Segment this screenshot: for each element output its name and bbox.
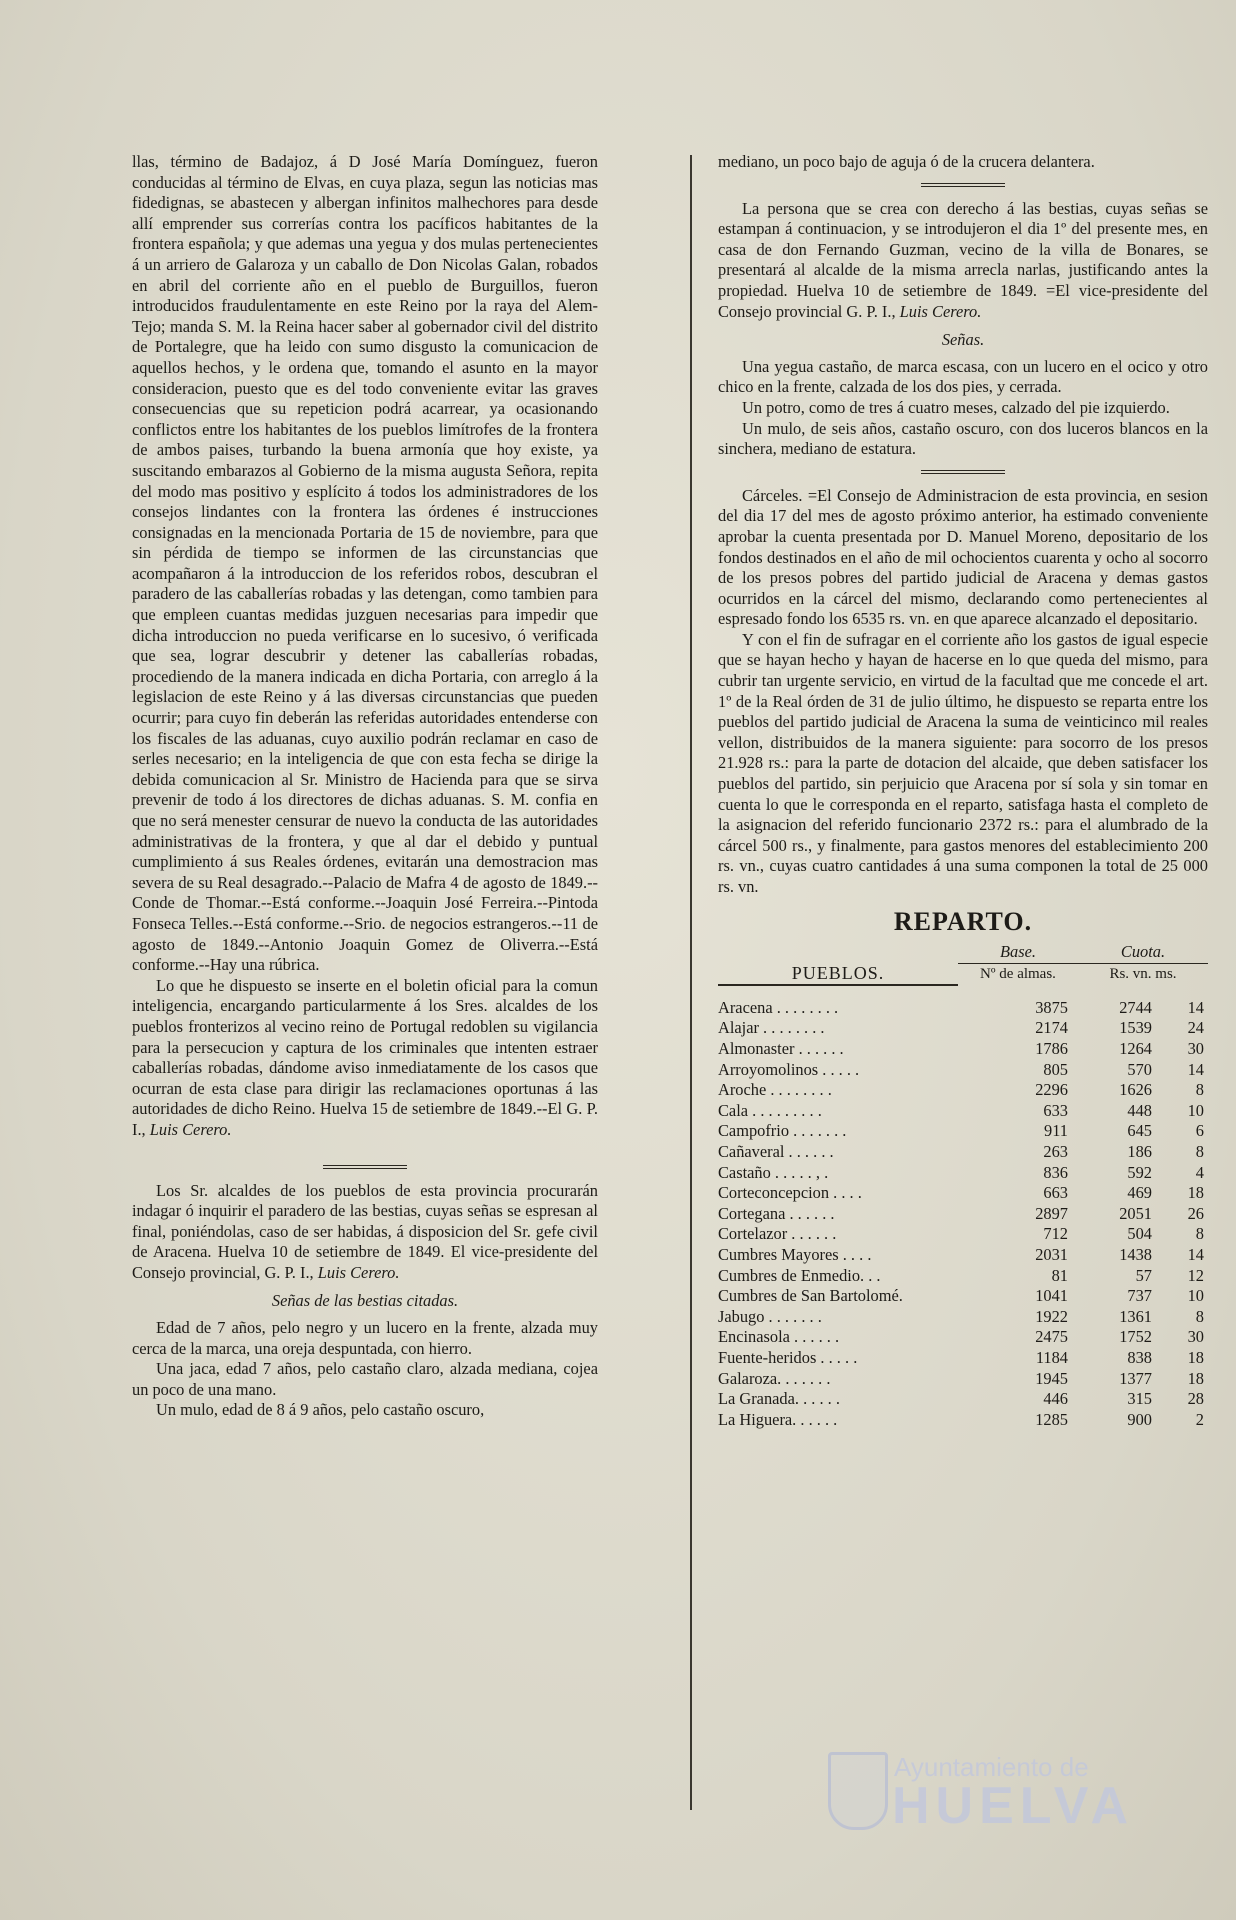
cell-town: Aroche . . . . . . . . bbox=[718, 1080, 832, 1100]
section-rule bbox=[921, 470, 1005, 474]
cell-ms: 10 bbox=[1187, 1286, 1204, 1306]
cell-ms: 2 bbox=[1195, 1409, 1204, 1429]
cell-town: Aracena . . . . . . . . bbox=[718, 997, 839, 1017]
cell-ms: 18 bbox=[1187, 1368, 1204, 1388]
cell-town: La Granada. . . . . . bbox=[718, 1389, 840, 1409]
governor-notice-text: Lo que he dispuesto se inserte en el boletin oficial para la comun inteligencia, encargando particularmente á los Sres. alcaldes de los pueblos fronterizos al vecino reino de Portugal redoblen su vigilancia para la persecucion y captura de los criminales que intenten estraer caballerías robadas, dándome aviso inmediatamente de los casos que ocurran de esta clase para dirigir las reclamaciones oportunas á las autoridades de dicho Reino. Huelva 15 de setiembre de 1849.--El G. P. I., bbox=[132, 975, 598, 1139]
cell-ms: 30 bbox=[1187, 1327, 1204, 1347]
cell-rs: 1752 bbox=[1119, 1327, 1152, 1347]
cell-ms: 14 bbox=[1187, 997, 1204, 1017]
royal-order-text: llas, término de Badajoz, á D José María Domínguez, fueron conducidas al término de Elvas, en cuya plaza, segun las noticias mas fidedignas, se abastecen y albergan infinitos malhechores para desde allí emprender sus correrías contra los pacíficos habitantes de la frontera española; y que ademas una yegua y dos mulas pertenecientes á un arriero de Galaroza y un caballo de Don Nicolas Galan, robados en abril del corriente año en el pueblo de Burguillos, fueron introducidos fraudulentamente en este Reino por la raya del Alem-Tejo; manda S. M. la Reina hacer saber al gobernador civil del distrito de Portalegre, que ha leido con sumo disgusto la comunicacion de aquellos hechos, y le ordena que, tomando el asunto en la mayor consideracion, puesto que es del todo conveniente evitar las graves consecuencias que su repeticion podrá acarrear, ya ocasionando conflictos entre los habitantes de los pueblos limítrofes de la frontera de ambos paises, turbando la buena armonía que hoy existe, ya suscitando embarazos al Gobierno de la misma augusta Señora, repita del modo mas positivo y esplícito á todos los administradores de los consejos lindantes con la frontera las órdenes é instrucciones consignadas en la mencionada Portaria de 15 de noviembre, para que sin pérdida de tiempo se informen de las circunstancias que acompañaron á la introduccion de los referidos robos, descubran el paradero de las caballerías robadas y las detengan, como tambien para que empleen cuantas medidas juzguen necesarias para impedir que dicha introduccion no pueda verificarse en lo sucesivo, ó verificada que sea, lograr descubrir y detener las caballerías robadas, procediendo de la manera indicada en dicha Portaria, con arreglo á la legislacion de este Reino y á las diversas circunstancias que pueden ocurrir; para cuyo fin deberán las referidas autoridades entenderse con los fiscales de las aduanas, cuyo auxilio podrán reclamar en caso de serles necesario; en la inteligencia de que con esta fecha se dirige la debida comunicacion al Sr. Ministro de Hacienda para que se sirva prevenir de todo á los directores de dichas aduanas. S. M. confia en que no será menester censurar de nuevo la conducta de las autoridades administrativas de la frontera, y que al dar el debido y puntual cumplimiento á sus Reales órdenes, evitarán una demostracion mas severa de su Real desagrado.--Palacio de Mafra 4 de agosto de 1849.--Conde de Thomar.--Está conforme.--Joaquin José Ferreira.--Pintoda Fonseca Telles.--Está conforme.--Srio. de negocios estrangeros.--11 de agosto de 1849.--Antonio Joaquin Gomez de Oliverra.--Está conforme.--Hay una rúbrica. bbox=[132, 152, 598, 975]
cell-almas: 446 bbox=[1043, 1389, 1068, 1409]
cell-rs: 1539 bbox=[1119, 1018, 1152, 1038]
bonares-notice bbox=[718, 199, 1208, 323]
alcaldes-signature: Luis Cerero. bbox=[317, 1262, 400, 1282]
cell-rs: 737 bbox=[1127, 1286, 1152, 1306]
left-column bbox=[132, 152, 598, 1421]
bonares-signature: Luis Cerero. bbox=[899, 301, 982, 321]
table-row bbox=[718, 1224, 1208, 1245]
cell-almas: 2475 bbox=[1035, 1327, 1068, 1347]
table-row bbox=[718, 1183, 1208, 1204]
table-row bbox=[718, 1080, 1208, 1101]
cell-rs: 838 bbox=[1127, 1347, 1152, 1367]
section-rule bbox=[323, 1165, 407, 1169]
table-row bbox=[718, 1389, 1208, 1410]
carceles-notice: Cárceles. =El Consejo de Administracion de esta provincia, en sesion del dia 17 del mes de agosto próximo anterior, ha estimado conveniente aprobar la cuenta presentada por D. Manuel Moreno, depositario de los fondos destinados en el año de mil ochocientos cuarenta y ocho al socorro de los presos pobres del partido judicial de Aracena y demas gastos ocurridos en la cárcel del mismo, declarando como pertenecientes al espresado fondo los 6535 rs. vn. en que aparece alcanzado el depositario. bbox=[718, 485, 1208, 629]
cell-rs: 2051 bbox=[1119, 1203, 1152, 1223]
cell-ms: 14 bbox=[1187, 1245, 1204, 1264]
cell-ms: 18 bbox=[1187, 1183, 1204, 1203]
cell-rs: 448 bbox=[1127, 1100, 1152, 1120]
cell-town: Cumbres de Enmedio. . . bbox=[718, 1265, 881, 1285]
table-row bbox=[718, 1266, 1208, 1287]
column-divider bbox=[690, 155, 692, 1810]
alcaldes-notice-text: Los Sr. alcaldes de los pueblos de esta provincia procurarán indagar ó inquirir el paradero de las bestias, cuyas señas se espresan al final, poniéndolas, caso de ser habidas, á disposicion del Sr. gefe civil de Aracena. Huelva 10 de setiembre de 1849. El vice-presidente del Consejo provincial, G. P. I., bbox=[132, 1180, 598, 1282]
cell-ms: 18 bbox=[1187, 1347, 1204, 1367]
watermark-line2: HUELVA bbox=[892, 1777, 1135, 1835]
cell-rs: 1361 bbox=[1119, 1306, 1152, 1326]
cell-rs: 57 bbox=[1135, 1265, 1152, 1285]
table-row bbox=[718, 1163, 1208, 1184]
table-row bbox=[718, 1121, 1208, 1142]
table-row bbox=[718, 1410, 1208, 1431]
cell-rs: 1377 bbox=[1119, 1368, 1152, 1388]
cell-ms: 24 bbox=[1187, 1018, 1204, 1038]
alcaldes-notice bbox=[132, 1181, 598, 1284]
cell-almas: 1285 bbox=[1035, 1409, 1068, 1429]
cell-town: Fuente-heridos . . . . . bbox=[718, 1347, 858, 1367]
reparto-intro: Y con el fin de sufragar en el corriente año los gastos de igual especie que se hayan hecho y hayan de hacerse en lo que queda del mismo, para cubrir tan urgente servicio, en virtud de la facultad que me concede el art. 1º de la Real órden de 31 de julio último, he dispuesto se reparta entre los pueblos del partido judicial de Aracena la suma de veinticinco mil reales vellon, distribuidos de la manera siguiente: para socorro de los presos 21.928 rs.: para la parte de dotacion del alcaide, que deben satisfacer los pueblos del partido, sin perjuicio que Aracena por sí sola y sin tomar en cuenta lo que le corresponda en el reparto, satisfaga hasta el completo de la asignacion del referido funcionario 2372 rs.: para el alumbrado de la cárcel 500 rs., y finalmente, para gastos menores del establecimiento 200 rs. vn., cuyas cuatro cantidades á una suma componen la total de 25 000 rs. vn. bbox=[718, 629, 1208, 896]
bonares-sena-1: Una yegua castaño, de marca escasa, con un lucero en el ocico y otro chico en la frente, calzada de los dos pies, y cerrada. bbox=[718, 356, 1208, 397]
reparto-title: REPARTO. bbox=[893, 906, 1033, 936]
cell-almas: 1041 bbox=[1035, 1286, 1068, 1306]
cell-almas: 2031 bbox=[1035, 1245, 1068, 1264]
cell-town: Encinasola . . . . . . bbox=[718, 1327, 840, 1347]
cell-town: Campofrio . . . . . . . bbox=[718, 1121, 847, 1141]
cell-almas: 805 bbox=[1043, 1059, 1068, 1079]
cell-almas: 836 bbox=[1043, 1162, 1068, 1182]
cell-almas: 633 bbox=[1043, 1100, 1068, 1120]
header-rs: Rs. vn. ms. bbox=[1078, 963, 1208, 985]
cell-almas: 663 bbox=[1043, 1183, 1068, 1203]
cell-town: La Higuera. . . . . . bbox=[718, 1409, 838, 1429]
table-row bbox=[718, 1307, 1208, 1328]
bonares-notice-text: La persona que se crea con derecho á las bestias, cuyas señas se estampan á continuacion, y se introdujeron el dia 1º del presente mes, en casa de don Fernando Guzman, vecino de la villa de Bonares, se presentará al alcalde de la misma arrecla narlas, justificando antes la propiedad. Huelva 10 de setiembre de 1849. =El vice-presidente del Consejo provincial G. P. I., bbox=[718, 198, 1208, 321]
cell-ms: 8 bbox=[1195, 1224, 1204, 1244]
cell-rs: 469 bbox=[1127, 1183, 1152, 1203]
cell-ms: 4 bbox=[1195, 1162, 1204, 1182]
table-row bbox=[718, 1245, 1208, 1266]
sena-1: Edad de 7 años, pelo negro y un lucero en la frente, alzada muy cerca de la marca, una oreja despuntada, con hierro. bbox=[132, 1318, 598, 1358]
cell-rs: 2744 bbox=[1119, 997, 1152, 1017]
section-rule bbox=[921, 183, 1005, 187]
cell-town: Castaño . . . . . , . bbox=[718, 1162, 829, 1182]
table-row bbox=[718, 1204, 1208, 1225]
senas-title: Señas de las bestias citadas. bbox=[271, 1291, 459, 1311]
continuation-text: mediano, un poco bajo de aguja ó de la crucera delantera. bbox=[718, 152, 1095, 171]
cell-almas: 1184 bbox=[1035, 1347, 1068, 1367]
table-row bbox=[718, 1142, 1208, 1163]
governor-signature: Luis Cerero. bbox=[149, 1119, 232, 1139]
table-row bbox=[718, 1369, 1208, 1390]
table-row bbox=[718, 1327, 1208, 1348]
cell-ms: 26 bbox=[1187, 1203, 1204, 1223]
cell-town: Cumbres Mayores . . . . bbox=[718, 1245, 872, 1264]
cell-ms: 8 bbox=[1195, 1080, 1204, 1100]
bonares-sena-3: Un mulo, de seis años, castaño oscuro, con dos luceros blancos en la sinchera, mediano de estatura. bbox=[718, 418, 1208, 459]
watermark-line1: Ayuntamiento de bbox=[894, 1752, 1089, 1782]
bonares-sena-2: Un potro, como de tres á cuatro meses, calzado del pie izquierdo. bbox=[742, 397, 1170, 417]
cell-almas: 3875 bbox=[1035, 997, 1068, 1017]
cell-rs: 1626 bbox=[1119, 1080, 1152, 1100]
table-row bbox=[718, 1348, 1208, 1369]
header-base: Base. bbox=[1000, 942, 1036, 962]
sena-3: Un mulo, edad de 8 á 9 años, pelo castaño oscuro, bbox=[156, 1400, 485, 1420]
cell-almas: 2897 bbox=[1035, 1203, 1068, 1223]
cell-ms: 30 bbox=[1187, 1039, 1204, 1059]
cell-almas: 1786 bbox=[1035, 1039, 1068, 1059]
cell-rs: 900 bbox=[1127, 1409, 1152, 1429]
cell-ms: 28 bbox=[1187, 1389, 1204, 1409]
cell-town: Alajar . . . . . . . . bbox=[718, 1018, 825, 1038]
header-pueblos: PUEBLOS. bbox=[718, 963, 958, 985]
header-almas: Nº de almas. bbox=[958, 963, 1078, 985]
coat-of-arms-icon bbox=[828, 1752, 888, 1830]
cell-town: Cumbres de San Bartolomé. bbox=[718, 1286, 903, 1306]
reparto-rows bbox=[718, 998, 1208, 1430]
cell-almas: 712 bbox=[1043, 1224, 1068, 1244]
table-row bbox=[718, 1060, 1208, 1081]
cell-town: Almonaster . . . . . . bbox=[718, 1039, 844, 1059]
cell-rs: 592 bbox=[1127, 1162, 1152, 1182]
cell-ms: 6 bbox=[1195, 1121, 1204, 1141]
cell-almas: 2296 bbox=[1035, 1080, 1068, 1100]
cell-ms: 8 bbox=[1195, 1306, 1204, 1326]
table-row bbox=[718, 1039, 1208, 1060]
right-column bbox=[718, 152, 1208, 1430]
cell-almas: 81 bbox=[1051, 1265, 1068, 1285]
cell-rs: 1438 bbox=[1119, 1245, 1152, 1264]
cell-almas: 2174 bbox=[1035, 1018, 1068, 1038]
reparto-table bbox=[718, 942, 1208, 1430]
table-row bbox=[718, 1101, 1208, 1122]
cell-rs: 1264 bbox=[1119, 1039, 1152, 1059]
cell-rs: 186 bbox=[1127, 1142, 1152, 1162]
cell-town: Cala . . . . . . . . . bbox=[718, 1100, 822, 1120]
table-row bbox=[718, 1286, 1208, 1307]
cell-town: Corteconcepcion . . . . bbox=[718, 1183, 862, 1203]
cell-town: Cañaveral . . . . . . bbox=[718, 1142, 834, 1162]
cell-town: Arroyomolinos . . . . . bbox=[718, 1059, 860, 1079]
cell-almas: 1922 bbox=[1035, 1306, 1068, 1326]
header-cuota: Cuota. bbox=[1120, 942, 1166, 962]
cell-almas: 1945 bbox=[1035, 1368, 1068, 1388]
sena-2: Una jaca, edad 7 años, pelo castaño claro, alzada mediana, cojea un poco de una mano. bbox=[132, 1359, 598, 1399]
table-row bbox=[718, 998, 1208, 1019]
governor-notice bbox=[132, 976, 598, 1141]
cell-town: Jabugo . . . . . . . bbox=[718, 1306, 822, 1326]
cell-ms: 8 bbox=[1195, 1142, 1204, 1162]
cell-rs: 315 bbox=[1127, 1389, 1152, 1409]
cell-almas: 911 bbox=[1044, 1121, 1068, 1141]
table-row bbox=[718, 1018, 1208, 1039]
cell-rs: 504 bbox=[1127, 1224, 1152, 1244]
cell-rs: 645 bbox=[1127, 1121, 1152, 1141]
cell-town: Cortelazor . . . . . . bbox=[718, 1224, 837, 1244]
cell-ms: 12 bbox=[1187, 1265, 1204, 1285]
cell-rs: 570 bbox=[1127, 1059, 1152, 1079]
senas-heading: Señas. bbox=[941, 330, 985, 350]
cell-almas: 263 bbox=[1043, 1142, 1068, 1162]
cell-ms: 10 bbox=[1187, 1100, 1204, 1120]
cell-ms: 14 bbox=[1187, 1059, 1204, 1079]
cell-town: Cortegana . . . . . . bbox=[718, 1203, 835, 1223]
cell-town: Galaroza. . . . . . . bbox=[718, 1368, 831, 1388]
